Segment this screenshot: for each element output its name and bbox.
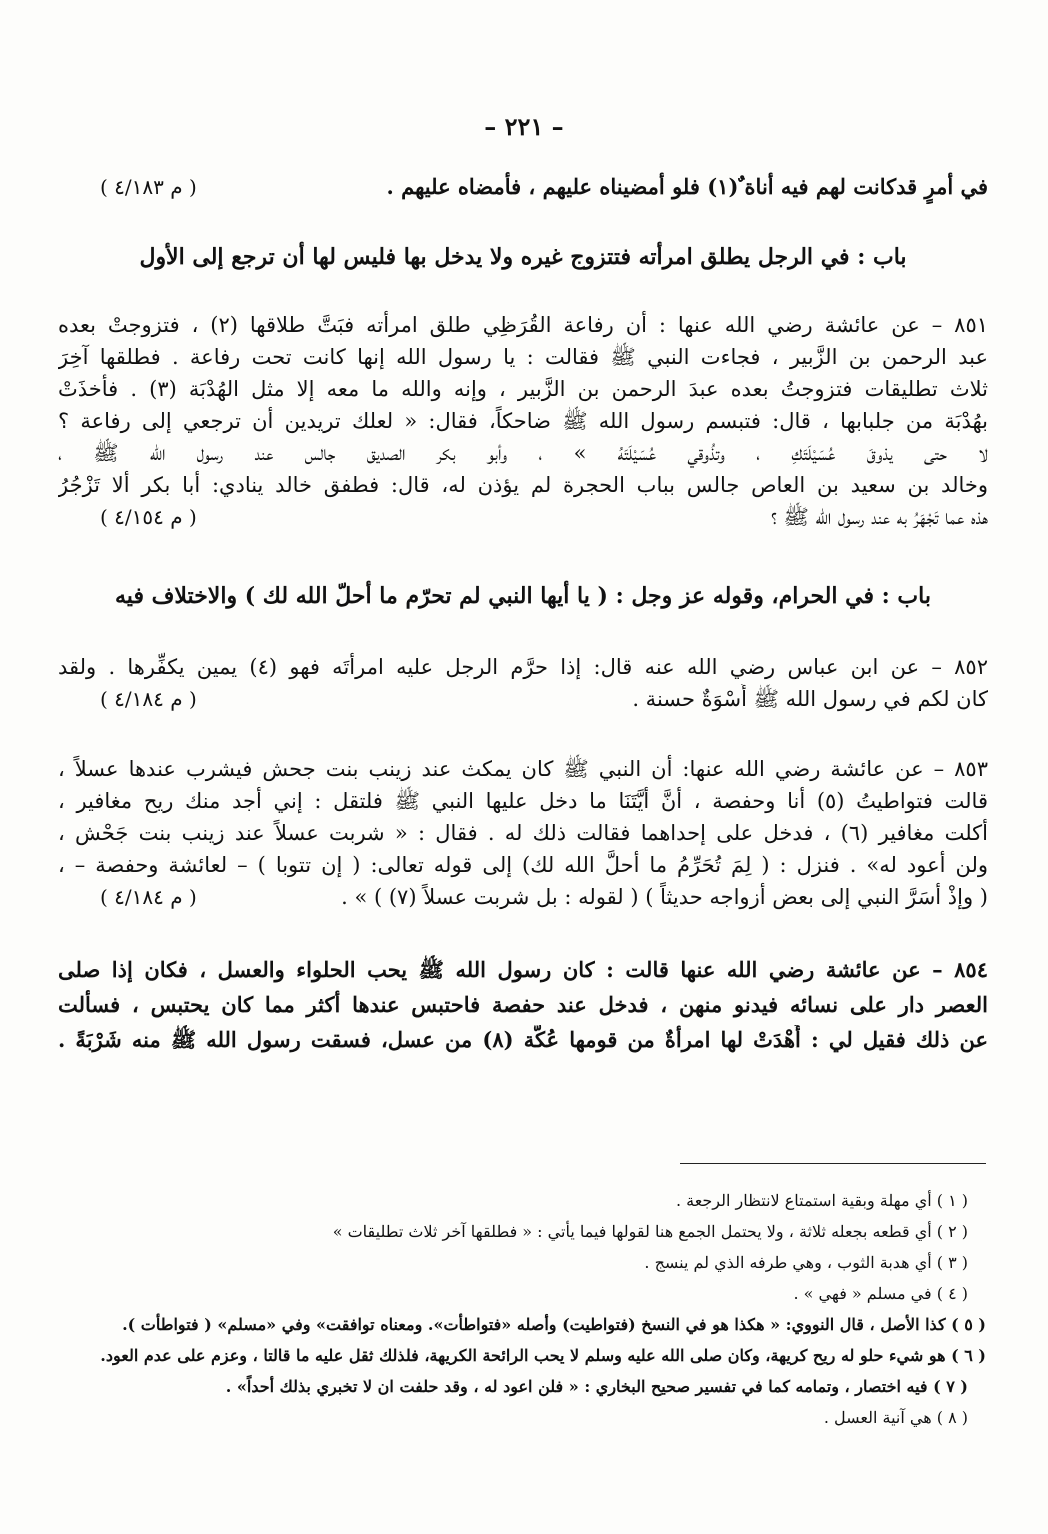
footnote: ( ٧ ) فيه اختصار ، وتمامه كما في تفسير صحيح البخاري : « فلن اعود له ، وقد حلفت ان لا تخبري بذلك أحداً» . [225,1377,968,1396]
section-heading-marriage: باب : في الرجل يطلق امرأته فتتزوج غيره ولا يدخل بها فليس لها أن ترجع إلى الأول [139,244,907,270]
hadith-852-line: ٨٥٢ – عن ابن عباس رضي الله عنه قال: إذا حرَّم الرجل عليه امرأتَه فهو (٤) يمين يكفِّرها . ولقد [58,655,988,679]
hadith-854-line: العصر دار على نسائه فيدنو منهن ، فدخل عند حفصة فاحتبس عندها أكثر مما كان يحتبس ، فسألت [58,992,988,1017]
intro-reference: ( م ٤/١٨٣ ) [100,175,197,199]
footnote: ( ٤ ) في مسلم « فهي » . [793,1284,968,1303]
hadith-852-reference: ( م ٤/١٨٤ ) [100,687,197,711]
footnote: ( ٢ ) أي قطعه بجعله ثلاثة ، ولا يحتمل الجمع هنا لقولها فيما يأتي : « فطلقها آخر ثلاث تطليقات » [332,1222,968,1241]
hadith-851-line: لا حتى يذوقَ عُسَيْلَتَكِ ، وتذُوقي عُسَيْلَتَهُ » ، وأبو بكر الصديق جالس عند رسول الله ﷺ ، [58,441,988,465]
intro-text: في أمرٍ قدكانت لهم فيه أناة ٌ(١) فلو أمضيناه عليهم ، فأمضاه عليهم . [386,174,988,199]
hadith-851-line: ٨٥١ – عن عائشة رضي الله عنها : أن رفاعة القُرَظِي طلق امرأته فبَتَّ طلاقها (٢) ، فتزوجتْ بعده [58,313,988,337]
footnote-separator [680,1163,986,1164]
hadith-854-line: عن ذلك فقيل لي : أَهْدَتْ لها امرأةٌ من قومها عُكَّة (٨) من عسل، فسقت رسول الله ﷺ منه شَرْبَةً . [58,1027,988,1052]
hadith-854-line: ٨٥٤ – عن عائشة رضي الله عنها قالت : كان رسول الله ﷺ يحب الحلواء والعسل ، فكان إذا صلى [58,957,988,982]
section-heading-haram: باب : في الحرام، وقوله عز وجل : ( يا أيها النبي لم تحرّم ما أحلّ الله لك ) والاختلاف فيه [115,583,931,609]
hadith-853-line: ولن أعود له» . فنزل : ( لِمَ تُحَرِّمُ ما أحلَّ الله لك) إلى قوله تعالى: ( إن تتوبا ) – لعائشة وحفصة – ، [58,853,988,877]
hadith-851-line: بهُدْبَة من جلبابها ، قال: فتبسم رسول الله ﷺ ضاحكاً، فقال: « لعلك تريدين أن ترجعي إلى رفاعة ؟ [58,409,988,433]
hadith-853-line: أكلت مغافير (٦) ، فدخل على إحداهما فقالت ذلك له . فقال : « شربت عسلاً عند زينب بنت جَحْش ، [58,821,988,845]
hadith-853-line: قالت فتواطيتُ (٥) أنا وحفصة ، أنَّ أيَّتَنَا ما دخل عليها النبي ﷺ فلتقل : إني أجد منك ريح مغافير ، [58,789,988,813]
hadith-851-line: عبد الرحمن بن الزَّبير ، فجاءت النبي ﷺ فقالت : يا رسول الله إنها كانت تحت رفاعة . فطلقها آخِرَ [58,345,988,369]
footnote: ( ٥ ) كذا الأصل ، قال النووي: « هكذا هو في النسخ (فتواطيت) وأصله «فتواطأت». ومعناه توافقت» وفي «مسلم» ( فتواطأت ). [122,1315,986,1334]
footnote: ( ٨ ) هي آنية العسل . [823,1408,968,1427]
footnote: ( ٦ ) هو شيء حلو له ريح كريهة، وكان صلى الله عليه وسلم لا يحب الرائحة الكريهة، فلذلك ثقل عليه ما قالتا ، وعزم على عدم العود. [100,1346,986,1365]
hadith-851-line: وخالد بن سعيد بن العاص جالس بباب الحجرة لم يؤذن له، قال: فطفق خالد ينادي: أبا بكر ألا تَزْجُرُ [58,473,988,497]
hadith-853-line: ٨٥٣ – عن عائشة رضي الله عنها: أن النبي ﷺ كان يمكث عند زينب بنت جحش فيشرب عندها عسلاً ، [58,757,988,781]
page-number: – ٢٢١ – [484,112,564,141]
footnote: ( ٣ ) أي هدبة الثوب ، وهي طرفه الذي لم ينسج . [644,1253,968,1272]
hadith-851-reference: ( م ٤/١٥٤ ) [100,505,197,529]
hadith-853-line: ( وإذْ أسَرَّ النبي إلى بعض أزواجه حديثاً ) ( لقوله : بل شربت عسلاً (٧) ) » . [341,885,988,909]
hadith-853-reference: ( م ٤/١٨٤ ) [100,885,197,909]
footnote: ( ١ ) أي مهلة وبقية استمتاع لانتظار الرجعة . [675,1191,968,1210]
hadith-852-line: كان لكم في رسول الله ﷺ أُسْوَةٌ حسنة . [632,687,988,711]
hadith-851-line: ثلاث تطليقات فتزوجتُ بعده عبدَ الرحمن بن الزَّبير ، وإنه والله ما معه إلا مثل الهُدْبَة (٣) . فأخذَتْ [58,377,988,401]
hadith-851-line: هذه عما تَجْهَرُ به عند رسول الله ﷺ ؟ [771,505,988,529]
